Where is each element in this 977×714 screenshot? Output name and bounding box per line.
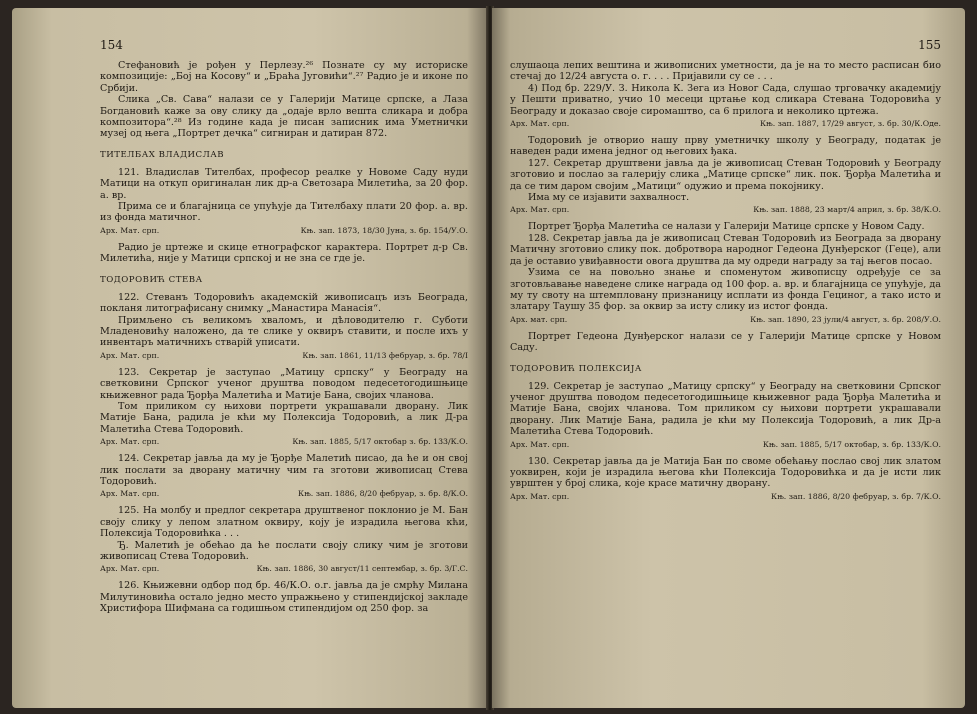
page-number: 154 bbox=[100, 38, 123, 52]
archive-name: Арх. Мат. срп. bbox=[510, 439, 570, 449]
paragraph: 121. Владислав Тителбах, професор реалке у Новоме Саду нуди Матици на откуп оригиналан лик др-а Светозара Милетића, за 20 фор. а. вр. bbox=[100, 166, 468, 201]
archive-name: Арх. Мат. срп. bbox=[510, 119, 570, 129]
paragraph: Има му се изјавити захвалност. bbox=[528, 192, 690, 204]
paragraph: слушаоца лепих вештина и живописних уметности, да је на то место расписан био стечај до 12/24 августа о. г. . . . Пријавили су се . . . bbox=[510, 60, 941, 83]
paragraph: 124. Секретар јавља да му је Ђорђе Малетић писао, да ће и он свој лик послати за дворану матичну чим га зготови живописац Стева Тодоровић. bbox=[100, 453, 468, 487]
paragraph: Прима се и благајница се упућује да Тителбаху плати 20 фор. а. вр. из фонда матичног. bbox=[100, 201, 468, 224]
paragraph: 128. Секретар јавља да је живописац Стеван Тодоровић из Београда за дворану Матичну зготовио слику пок. добротвора народног Гедеона Дунђерског (Геце), али да је оставио увиђавности овога друштва да му одреди награду за тај његов посао. bbox=[510, 232, 941, 267]
archive-reference bbox=[100, 351, 468, 361]
archive-reference bbox=[100, 489, 468, 499]
record-reference: Књ. зап. 1861, 11/13 фебруар, з. бр. 78/I bbox=[302, 350, 468, 360]
record-reference: Књ. зап. 1873, 18/30 Јуна, з. бр. 154/У.О. bbox=[300, 225, 468, 235]
paragraph: Слика „Св. Сава“ налази се у Галерији Матице српске, а Лаза Богдановић каже за ову слику да „одаје врло вешта сликара и добра композитора“.²⁸ Из године када је писан записник има Уметнички музеј од њега „Портрет дечка“ сигниран и датиран 872. bbox=[100, 94, 468, 140]
paragraph: 127. Секретар друштвени јавља да је живописац Стеван Тодоровић у Београду зготовио и послао за галерију слика „Матице српске“ лик. пок. Ђорђа Малетића и да се тим даром својим „Матици“ одужио и према покојнику. bbox=[510, 157, 941, 192]
archive-name: Арх. Мат. срп. bbox=[510, 205, 570, 215]
left-page bbox=[12, 8, 488, 708]
archive-name: Арх. мат. срп. bbox=[510, 314, 568, 324]
archive-reference bbox=[100, 564, 468, 574]
paragraph: Портрет Ђорђа Малетића се налази у Галерији Матице српске у Новом Саду. bbox=[528, 221, 925, 233]
record-reference: Књ. зап. 1888, 23 март/4 април, з. бр. 38/К.О. bbox=[753, 205, 941, 215]
paragraph: Стефановић је рођен у Перлезу.²⁶ Познате су му историске композиције: „Бој на Косову“ и „Браћа Југовићи“.²⁷ Радио је и иконе по Србији. bbox=[100, 60, 468, 94]
archive-name: Арх. Мат. срп. bbox=[100, 489, 160, 499]
paragraph: Узима се на повољно знање и споменутом живописцу одређује се за зготовљавање наведене слике награда од 100 фор. а. вр. и благајница се упућује, да му ту своту на штемплованy признаницу исплати из фонда Гецинoг, а тако исто и златару Таушу 35 фор. за оквир за исту слику из истог фонда. bbox=[510, 267, 941, 313]
paragraph: 125. На молбу и предлог секретара друштвеног поклонио је М. Бан своју слику у лепом златном оквиру, коју је израдила његова кћи, Полексија Тодоровићка . . . bbox=[100, 505, 468, 540]
record-reference: Књ. зап. 1887, 17/29 август, з. бр. 30/К.Оде. bbox=[759, 119, 941, 129]
record-reference: Књ. зап. 1886, 30 август/11 септембар, з. бр. 3/Г.С. bbox=[256, 564, 468, 574]
record-reference: Књ. зап. 1886, 8/20 фебруар, з. бр. 8/К.О. bbox=[298, 489, 468, 499]
section-heading: ТОДОРОВИЋ ПОЛЕКСИЈА bbox=[510, 363, 642, 374]
paragraph: 126. Књижевни одбор под бр. 46/К.О. о.г. јавља да је смрћу Милана Милутиновића остало једно место упражњено у стипендијској закладе Христифора Шифмана са годишњом стипендијом од 250 фор. за bbox=[100, 580, 468, 615]
archive-name: Арх. Мат. срп. bbox=[100, 350, 160, 360]
right-page bbox=[492, 8, 965, 708]
paragraph: Радио је цртеже и скице етнографског карактера. Портрет д-р Св. Милетића, није у Матици српској и не зна се где је. bbox=[100, 241, 468, 265]
right-page-body bbox=[510, 60, 941, 502]
archive-reference bbox=[510, 315, 941, 325]
archive-name: Арх. Мат. срп. bbox=[100, 225, 160, 235]
page-number: 155 bbox=[918, 38, 941, 52]
section-heading: ТИТЕЛБАХ ВЛАДИСЛАВ bbox=[100, 149, 225, 160]
paragraph: Том приликом су њихови портрети украшавали дворану. Лик Матије Бана, радила је кћи му Полексија Тодоровић, а лик Д-ра Малетића Стева Тодоровић. bbox=[100, 400, 468, 435]
paragraph: 4) Под бр. 229/У. З. Никола К. Зега из Новог Сада, слушао трговачку академију у Пешти приватно, учио 10 месеци цртање код сликара Стевана Тодоровића у Београду и доказао своје сиромаштво, са 6 прилога и неколико цртежа. bbox=[510, 82, 941, 117]
paragraph: Портрет Гедеона Дунђерског налази се у Галерији Матице српске у Новом Саду. bbox=[510, 330, 941, 354]
archive-name: Арх. Мат. срп. bbox=[510, 491, 570, 501]
paragraph: 130. Секретар јавља да је Матија Бан по своме обећању послао свој лик златом уоквирен, који је израдила његова кћи Полексија Тодоровићка и да је исти лик уврштен у број слика, које красе матичну дворану. bbox=[510, 455, 941, 490]
archive-reference bbox=[510, 492, 941, 502]
archive-reference bbox=[100, 226, 468, 236]
section-heading: ТОДОРОВИЋ СТЕВА bbox=[100, 274, 203, 285]
archive-name: Арх. Мат. срп. bbox=[100, 437, 160, 447]
archive-reference bbox=[510, 440, 941, 450]
archive-name: Арх. Мат. срп. bbox=[100, 564, 160, 574]
paragraph: Ђ. Малетић је обећао да ће послати своју слику чим је зготови живописац Стева Тодоровић. bbox=[100, 539, 468, 562]
paragraph: 123. Секретар је заступао „Матицу српску“ у Београду на светковини Српског ученог друштва поводом педесетогодишњице књижевног рада Ђорђа Малетића и Матије Бана, својих чланова. bbox=[100, 366, 468, 401]
paragraph: Тодоровић је отворио нашу прву уметничку школу у Београду, податак је наведен ради имена једног од његових ђака. bbox=[510, 135, 941, 158]
paragraph: 129. Секретар је заступао „Матицу српску“ у Београду на светковини Српског ученог друштва поводом педесетогодишњице књижевног рада Ђорђа Малетића и Матије Бана, својих чланова. Том приликом су њихови портрети украшавали дворану. Лик Матије Бана, радила је кћи му Полексија Тодоровић, а лик Др-а Малетића Стева Тодоровић. bbox=[510, 380, 941, 438]
record-reference: Књ. зап. 1886, 8/20 фебруар, з. бр. 7/К.О. bbox=[771, 491, 941, 501]
record-reference: Књ. зап. 1890, 23 јули/4 август, з. бр. 208/У.О. bbox=[750, 314, 941, 324]
record-reference: Књ. зап. 1885, 5/17 октобар, з. бр. 133/К.О. bbox=[762, 439, 941, 449]
archive-reference bbox=[510, 119, 941, 129]
paragraph: Примљено съ великомъ хваломъ, и дѣловодителю г. Суботи Младеновићу наложено, да те слике у оквиръ ставити, и после ихъ у инвентаръ матичнихъ стварій уписати. bbox=[100, 314, 468, 349]
paragraph: 122. Стеванъ Тодоровићъ академскій живописацъ изъ Београда, покланя литографисану снимку „Манастира Манасія“. bbox=[100, 291, 468, 315]
archive-reference bbox=[100, 437, 468, 447]
archive-reference bbox=[510, 205, 941, 215]
left-page-body bbox=[100, 60, 468, 615]
record-reference: Књ. зап. 1885, 5/17 октобар з. бр. 133/К.О. bbox=[292, 437, 468, 447]
